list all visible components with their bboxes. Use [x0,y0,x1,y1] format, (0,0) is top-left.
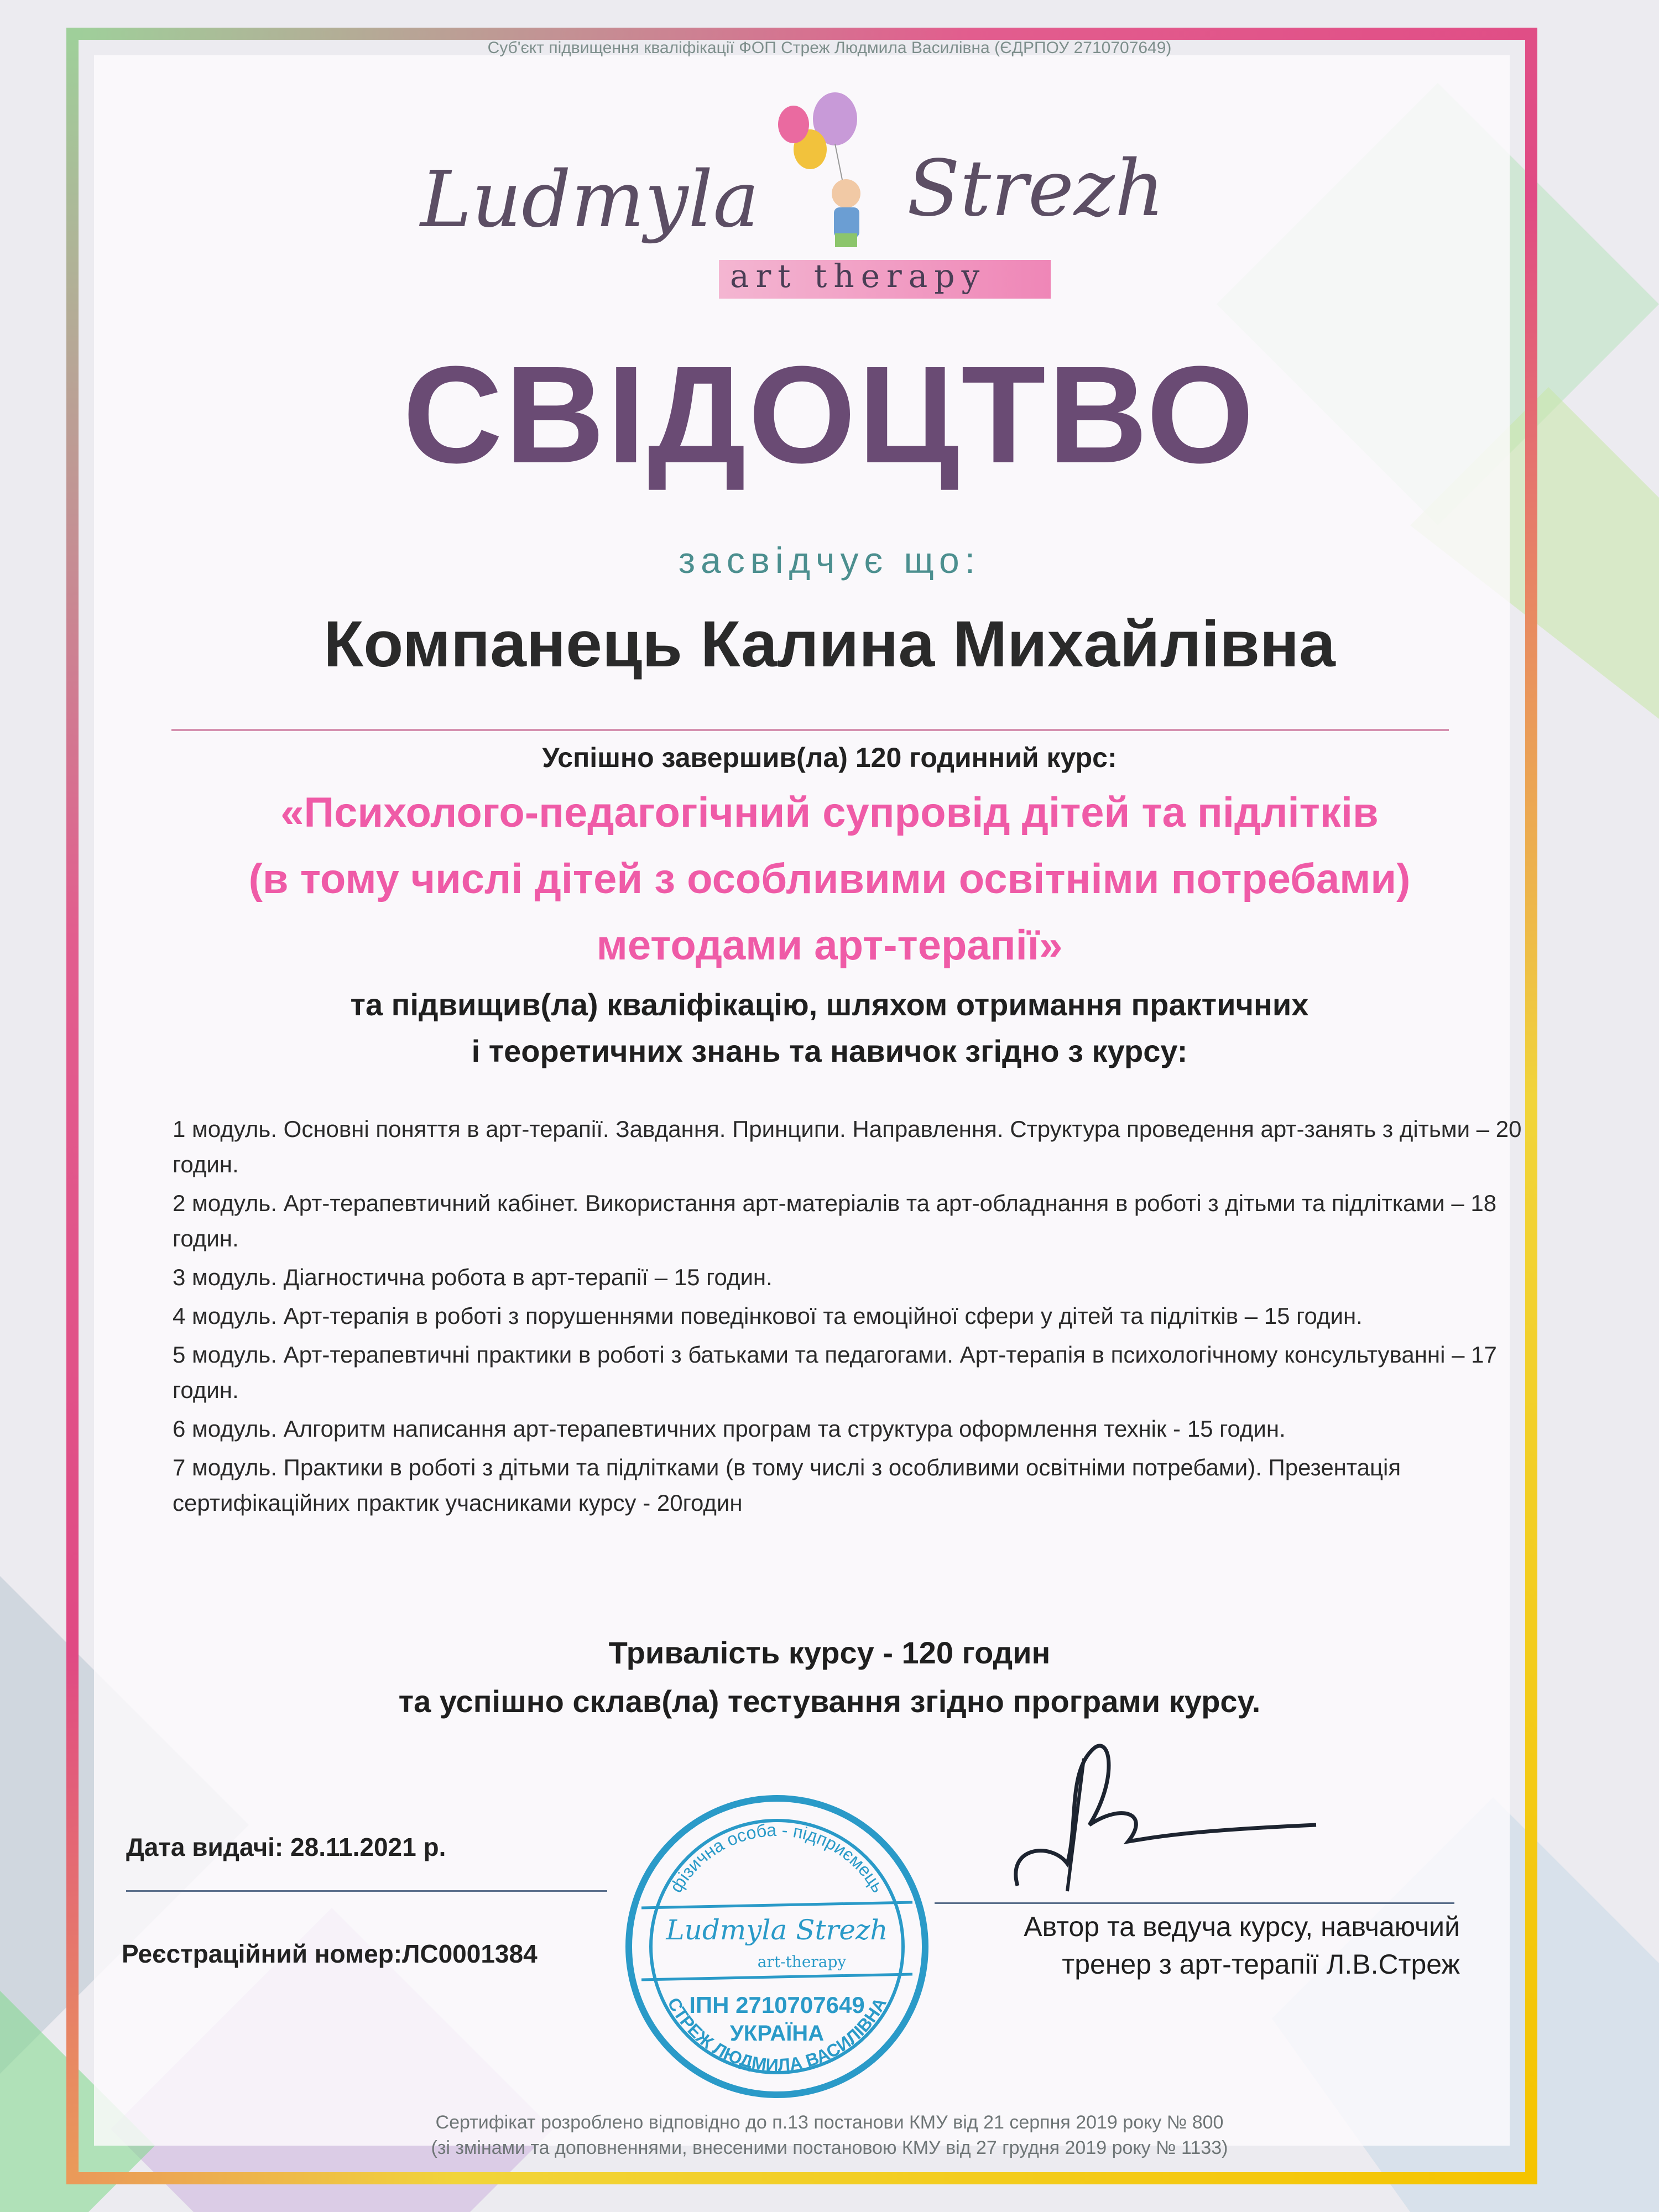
logo-name-left: Ludmyla [420,155,759,245]
duration-line: та успішно склав(ла) тестування згідно програми курсу. [398,1684,1261,1719]
completion-text: Успішно завершив(ла) 120 годинний курс: [542,742,1117,773]
course-title-line: «Психолого-педагогічний супровід дітей та підлітків [280,789,1379,836]
date-underline [126,1890,607,1892]
module-item: 5 модуль. Арт-терапевтичні практики в роботі з батьками та педагогами. Арт-терапія в психологічному консультуванні – 17 годин. [173,1342,1497,1403]
module-item: 3 модуль. Діагностична робота в арт-терапії – 15 годин. [173,1264,773,1290]
qualification-line: та підвищив(ла) кваліфікацію, шляхом отримання практичних [350,987,1309,1022]
module-list [173,1112,1522,1524]
duration-line: Тривалість курсу - 120 годин [608,1635,1051,1670]
logo-name-right: Strezh [907,144,1165,234]
signature-line [935,1902,1454,1904]
logo-tagline: art therapy [730,257,987,295]
stamp-bottom-text: СТРЕЖ ЛЮДМИЛА ВАСИЛІВНА [664,1994,890,2075]
module-item: 2 модуль. Арт-терапевтичний кабінет. Використання арт-матеріалів та арт-обладнання в роботі з дітьми та підлітками – 18 годин. [173,1190,1497,1251]
author-line: тренер з арт-терапії Л.В.Стреж [1062,1949,1460,1980]
certificate-subtitle: засвідчує що: [678,540,981,581]
footer-line: Сертифікат розроблено відповідно до п.13 постанови КМУ від 21 серпня 2019 року № 800 [435,2112,1224,2133]
logo [420,88,1206,321]
qualification-line: і теоретичних знань та навичок згідно з курсу: [471,1034,1188,1068]
stamp-ipn: ІПН 2710707649 [689,1992,865,2018]
course-title-line: методами арт-терапії» [596,922,1063,969]
module-item: 7 модуль. Практики в роботі з дітьми та підлітками (в тому числі з особливими освітніми потребами). Презентація сертифікаційних практик учасниками курсу - 20годин [173,1454,1401,1516]
stamp-tagline: art-therapy [757,1953,847,1971]
course-title-line: (в тому числі дітей з особливими освітніми потребами) [248,855,1411,902]
footer-note [0,2110,1659,2161]
divider [171,729,1449,731]
issue-date: Дата видачі: 28.11.2021 р. [126,1833,446,1861]
course-title [0,780,1659,979]
stamp-name: Ludmyla Strezh [666,1914,888,1946]
author-signature-caption [935,1908,1460,1983]
signature [984,1736,1349,1897]
module-item: 4 модуль. Арт-терапія в роботі з порушеннями поведінкової та емоційної сфери у дітей та підлітків – 15 годин. [173,1303,1363,1329]
author-line: Автор та ведуча курсу, навчаючий [1024,1911,1460,1942]
stamp-top-text: фізична особа - підприємець [666,1819,889,1896]
registration-number: Реєстраційний номер:ЛС0001384 [122,1939,538,1968]
module-item: 6 модуль. Алгоритм написання арт-терапевтичних програм та структура оформлення технік - 15 годин. [173,1416,1286,1442]
stamp-country: УКРАЇНА [729,2021,825,2046]
official-stamp [619,1789,935,2104]
recipient-name: Компанець Калина Михайлівна [324,608,1335,681]
duration-text [0,1629,1659,1726]
qualification-text [0,982,1659,1074]
certificate-title: СВІДОЦТВО [403,337,1256,492]
balloons-boy-icon [763,88,885,254]
header-note: Суб'єкт підвищення кваліфікації ФОП Стреж Людмила Василівна (ЄДРПОУ 2710707649) [487,39,1172,57]
module-item: 1 модуль. Основні поняття в арт-терапії. Завдання. Принципи. Направлення. Структура проведення арт-занять з дітьми – 20 годин. [173,1116,1522,1177]
footer-line: (зі змінами та доповненнями, внесеними постановою КМУ від 27 грудня 2019 року № 1133) [431,2137,1228,2158]
